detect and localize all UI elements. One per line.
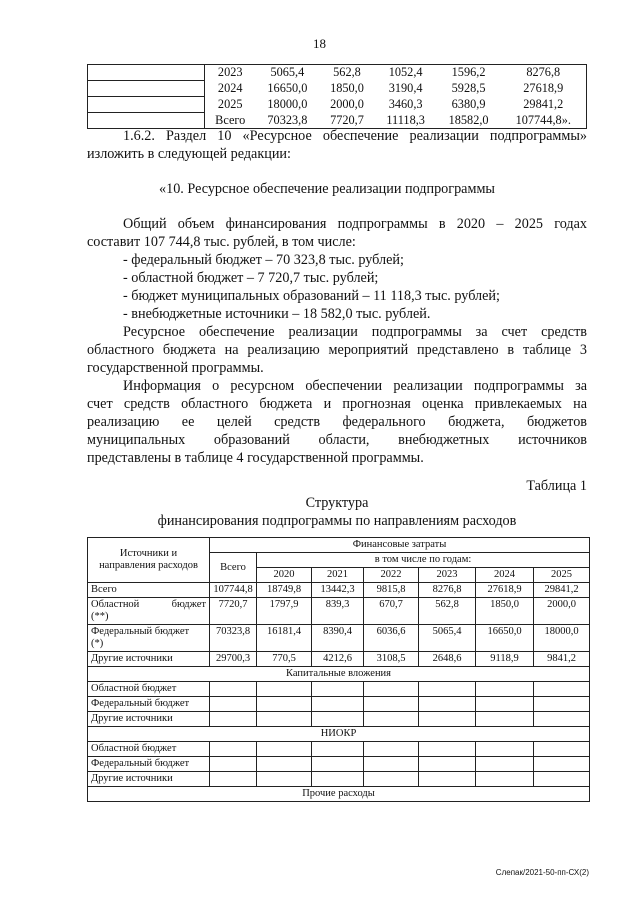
text-line: областного бюджета на реализацию мероприятий представлено в таблице 3 [87,342,587,358]
empty-cell [88,97,205,113]
empty-cell [419,772,476,787]
row-value: 6036,6 [364,625,419,652]
table-cell: 29841,2 [501,97,587,113]
empty-cell [476,757,534,772]
header-years-label: в том числе по годам: [257,553,590,568]
row-value: 16181,4 [257,625,312,652]
row-value: 13442,3 [312,583,364,598]
row-label-text: Другие источники [91,653,173,664]
empty-cell [534,772,590,787]
table-cell: 2024 [217,81,243,95]
empty-cell [210,697,257,712]
empty-cell [210,682,257,697]
row-total: 107744,8 [210,583,257,598]
empty-cell [534,682,590,697]
table-cell: 3190,4 [388,81,423,95]
table-row [88,757,590,772]
row-label: Областной бюджет [88,682,210,697]
empty-cell [210,712,257,727]
table-title: Структура [305,495,369,511]
section-title: НИОКР [88,727,590,742]
empty-cell [210,742,257,757]
empty-cell [312,772,364,787]
table-cell: 70323,8 [255,113,319,129]
empty-cell [419,682,476,697]
section-title: Капитальные вложения [88,667,590,682]
list-item: - федеральный бюджет – 70 323,8 тыс. рублей; [123,252,404,268]
row-value: 27618,9 [476,583,534,598]
page-number: 18 [313,36,326,51]
empty-cell [312,697,364,712]
empty-cell [419,757,476,772]
text-line: изложить в следующей редакции: [87,146,291,162]
header-source: Источники и направления расходов [88,538,210,583]
empty-cell [419,742,476,757]
row-label [88,583,210,598]
empty-cell [257,742,312,757]
table-row [88,97,587,113]
table-cell: 1052,4 [375,65,437,81]
row-label-text: Федеральный бюджет [91,626,190,637]
empty-cell [257,697,312,712]
row-value: 29841,2 [534,583,590,598]
empty-cell [419,697,476,712]
paragraph-section-change [87,127,587,145]
row-value: 9815,8 [364,583,419,598]
empty-cell [476,682,534,697]
table-row [88,652,590,667]
empty-cell [312,742,364,757]
section-title: Прочие расходы [88,787,590,802]
table-row [88,772,590,787]
list-item: - областной бюджет – 7 720,7 тыс. рублей; [123,270,379,286]
text-line: Общий объем финансирования подпрограммы в 2020 – 2025 годах [123,216,587,232]
table-cell: Всего [205,113,256,129]
table-cell: 18000,0 [267,97,308,111]
table-cell: 2023 [205,65,256,81]
row-label: Федеральный бюджет [88,697,210,712]
section-row [88,787,590,802]
row-value: 3108,5 [364,652,419,667]
table-subtitle: финансирования подпрограммы по направлениям расходов [157,513,517,529]
table-cell: 5065,4 [255,65,319,81]
table-cell: 11118,3 [375,113,437,129]
table-cell: 6380,9 [451,97,486,111]
row-label: Областной бюджет [88,742,210,757]
text-line: муниципальных образований области, внебюджетных источников [87,432,587,448]
table-cell: 3460,3 [388,97,423,111]
row-value: 562,8 [419,598,476,625]
empty-cell [476,772,534,787]
empty-cell [210,757,257,772]
row-value: 9841,2 [534,652,590,667]
text-line: Информация о ресурсном обеспечении реализации подпрограммы за [123,378,587,394]
header-year: 2020 [257,568,312,583]
row-value: 16650,0 [476,625,534,652]
row-label-note: (*) [91,638,104,649]
row-value: 670,7 [364,598,419,625]
table-row [88,625,590,652]
table-row [88,697,590,712]
empty-cell [534,712,590,727]
row-total: 70323,8 [210,625,257,652]
empty-cell [88,81,205,97]
row-value: 4212,6 [312,652,364,667]
empty-cell [257,757,312,772]
table-cell: 5928,5 [451,81,486,95]
row-value: 9118,9 [476,652,534,667]
empty-cell [476,712,534,727]
table-cell: 2000,0 [330,97,364,111]
row-value: 1797,9 [257,598,312,625]
empty-cell [534,742,590,757]
empty-cell [257,712,312,727]
row-label: Федеральный бюджет [88,757,210,772]
empty-cell [312,682,364,697]
table-row [88,81,587,97]
list-item: - бюджет муниципальных образований – 11 118,3 тыс. рублей; [123,288,500,304]
table-cell: 16650,0 [267,81,308,95]
row-total: 7720,7 [210,598,257,625]
row-label-note: (**) [91,611,109,622]
row-label-text: Всего [91,584,117,595]
row-value: 1850,0 [476,598,534,625]
row-label [88,598,210,625]
continued-table [87,64,587,129]
text-line: государственной программы. [87,360,264,376]
table-label: Таблица 1 [526,478,587,494]
empty-cell [312,712,364,727]
section-row [88,667,590,682]
empty-cell [364,742,419,757]
section-heading: «10. Ресурсное обеспечение реализации подпрограммы [159,181,495,197]
table-row [88,65,587,81]
row-value: 18749,8 [257,583,312,598]
empty-cell [257,772,312,787]
row-value: 8276,8 [419,583,476,598]
text-line: счет средств областного бюджета и прогнозная оценка привлекаемых на [87,396,587,412]
empty-cell [312,757,364,772]
financing-table [87,537,590,802]
row-label-part: бюджет [171,599,206,610]
table-row [88,583,590,598]
footer-code: Слепак/2021-50-пп-СХ(2) [495,868,589,877]
row-label-part: Областной [91,599,140,610]
header-year: 2025 [534,568,590,583]
text-line: Ресурсное обеспечение реализации подпрограммы за счет средств [123,324,587,340]
section-row [88,727,590,742]
header-year: 2022 [364,568,419,583]
empty-cell [364,757,419,772]
table-row [88,682,590,697]
table-cell: 562,8 [319,65,374,81]
empty-cell [257,682,312,697]
row-value: 8390,4 [312,625,364,652]
row-label: Другие источники [88,772,210,787]
table-cell: 27618,9 [501,81,587,97]
row-value: 18000,0 [534,625,590,652]
table-cell: 18582,0 [437,113,501,129]
header-year: 2024 [476,568,534,583]
empty-cell [88,65,205,81]
table-cell: 1850,0 [330,81,364,95]
text-line: 1.6.2. Раздел 10 «Ресурсное обеспечение реализации подпрограммы» [123,128,587,144]
table-cell: 2025 [217,97,243,111]
header-total: Всего [210,553,257,583]
row-total: 29700,3 [210,652,257,667]
empty-cell [476,742,534,757]
table-cell: 107744,8». [501,113,587,129]
table-row [88,598,590,625]
list-item: - внебюджетные источники – 18 582,0 тыс. рублей. [123,306,431,322]
row-value: 770,5 [257,652,312,667]
empty-cell [534,757,590,772]
empty-cell [534,697,590,712]
table-row [88,742,590,757]
empty-cell [476,697,534,712]
empty-cell [210,772,257,787]
row-label: Другие источники [88,712,210,727]
table-cell: 1596,2 [437,65,501,81]
row-label [88,652,210,667]
empty-cell [364,697,419,712]
text-line: реализацию ее целей средств федерального бюджета, бюджетов [87,414,587,430]
row-label [88,625,210,652]
empty-cell [419,712,476,727]
header-year: 2021 [312,568,364,583]
empty-cell [364,682,419,697]
table-cell: 8276,8 [501,65,587,81]
empty-cell [364,772,419,787]
text-line: представлены в таблице 4 государственной программы. [87,450,424,466]
header-year: 2023 [419,568,476,583]
row-value: 5065,4 [419,625,476,652]
row-value: 2000,0 [534,598,590,625]
row-value: 2648,6 [419,652,476,667]
row-value: 839,3 [312,598,364,625]
empty-cell [364,712,419,727]
header-fin: Финансовые затраты [210,538,590,553]
text-line: составит 107 744,8 тыс. рублей, в том числе: [87,234,356,250]
table-cell: 7720,7 [319,113,374,129]
table-row [88,712,590,727]
